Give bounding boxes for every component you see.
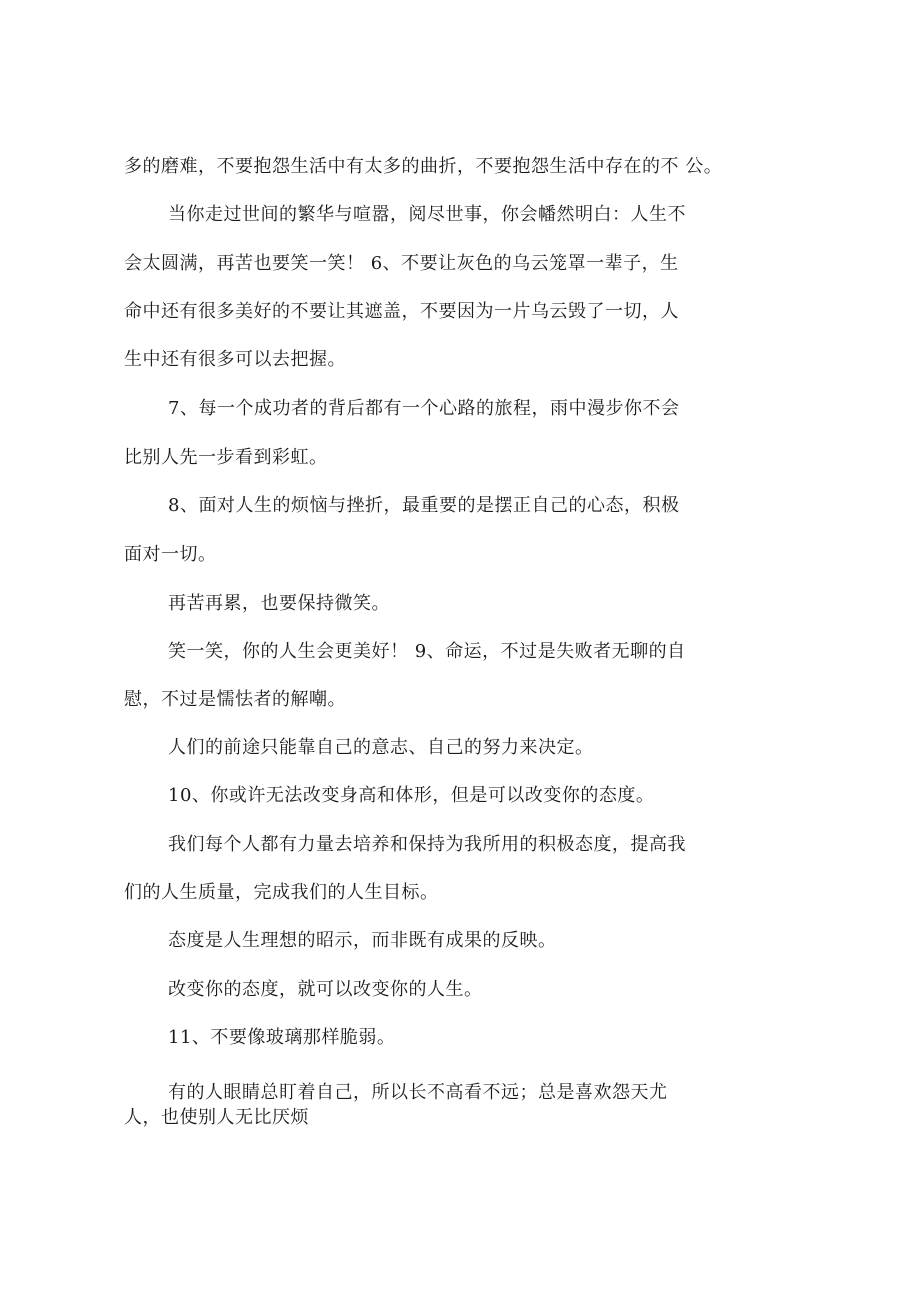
- text-line: 有的人眼睛总盯着自己，所以长不高看不远；总是喜欢怨天尤: [168, 1082, 668, 1103]
- text-line: 我们每个人都有力量去培养和保持为我所用的积极态度，提高我: [168, 834, 686, 855]
- text-line: 生中还有很多可以去把握。: [124, 349, 346, 370]
- text-line: 人，也使别人无比厌烦: [124, 1107, 309, 1128]
- text-line: 会太圆满，再苦也要笑一笑！ 6、不要让灰色的乌云笼罩一辈子，生: [124, 253, 679, 274]
- text-line: 比别人先一步看到彩虹。: [124, 447, 328, 468]
- text-line: 人们的前途只能靠自己的意志、自己的努力来决定。: [168, 737, 594, 758]
- text-line: 笑一笑，你的人生会更美好！ 9、命运，不过是失败者无聊的自: [168, 641, 686, 662]
- text-line: 慰，不过是懦怯者的解嘲。: [124, 689, 346, 710]
- text-line: 改变你的态度，就可以改变你的人生。: [168, 979, 483, 1000]
- text-line: 10、你或许无法改变身高和体形，但是可以改变你的态度。: [168, 785, 655, 806]
- text-line: 8、面对人生的烦恼与挫折，最重要的是摆正自己的心态，积极: [168, 495, 680, 516]
- text-line: 当你走过世间的繁华与喧嚣，阅尽世事，你会幡然明白：人生不: [168, 204, 686, 225]
- text-line: 11、不要像玻璃那样脆弱。: [168, 1027, 396, 1048]
- text-line: 态度是人生理想的昭示，而非既有成果的反映。: [168, 930, 557, 951]
- text-line: 再苦再累，也要保持微笑。: [168, 593, 390, 614]
- text-line: 面对一切。: [124, 544, 217, 565]
- text-line: 命中还有很多美好的不要让其遮盖，不要因为一片乌云毁了一切，人: [124, 301, 679, 322]
- text-line: 7、每一个成功者的背后都有一个心路的旅程，雨中漫步你不会: [168, 398, 680, 419]
- text-line: 多的磨难，不要抱怨生活中有太多的曲折，不要抱怨生活中存在的不 公。: [124, 156, 723, 177]
- text-line: 们的人生质量，完成我们的人生目标。: [124, 882, 439, 903]
